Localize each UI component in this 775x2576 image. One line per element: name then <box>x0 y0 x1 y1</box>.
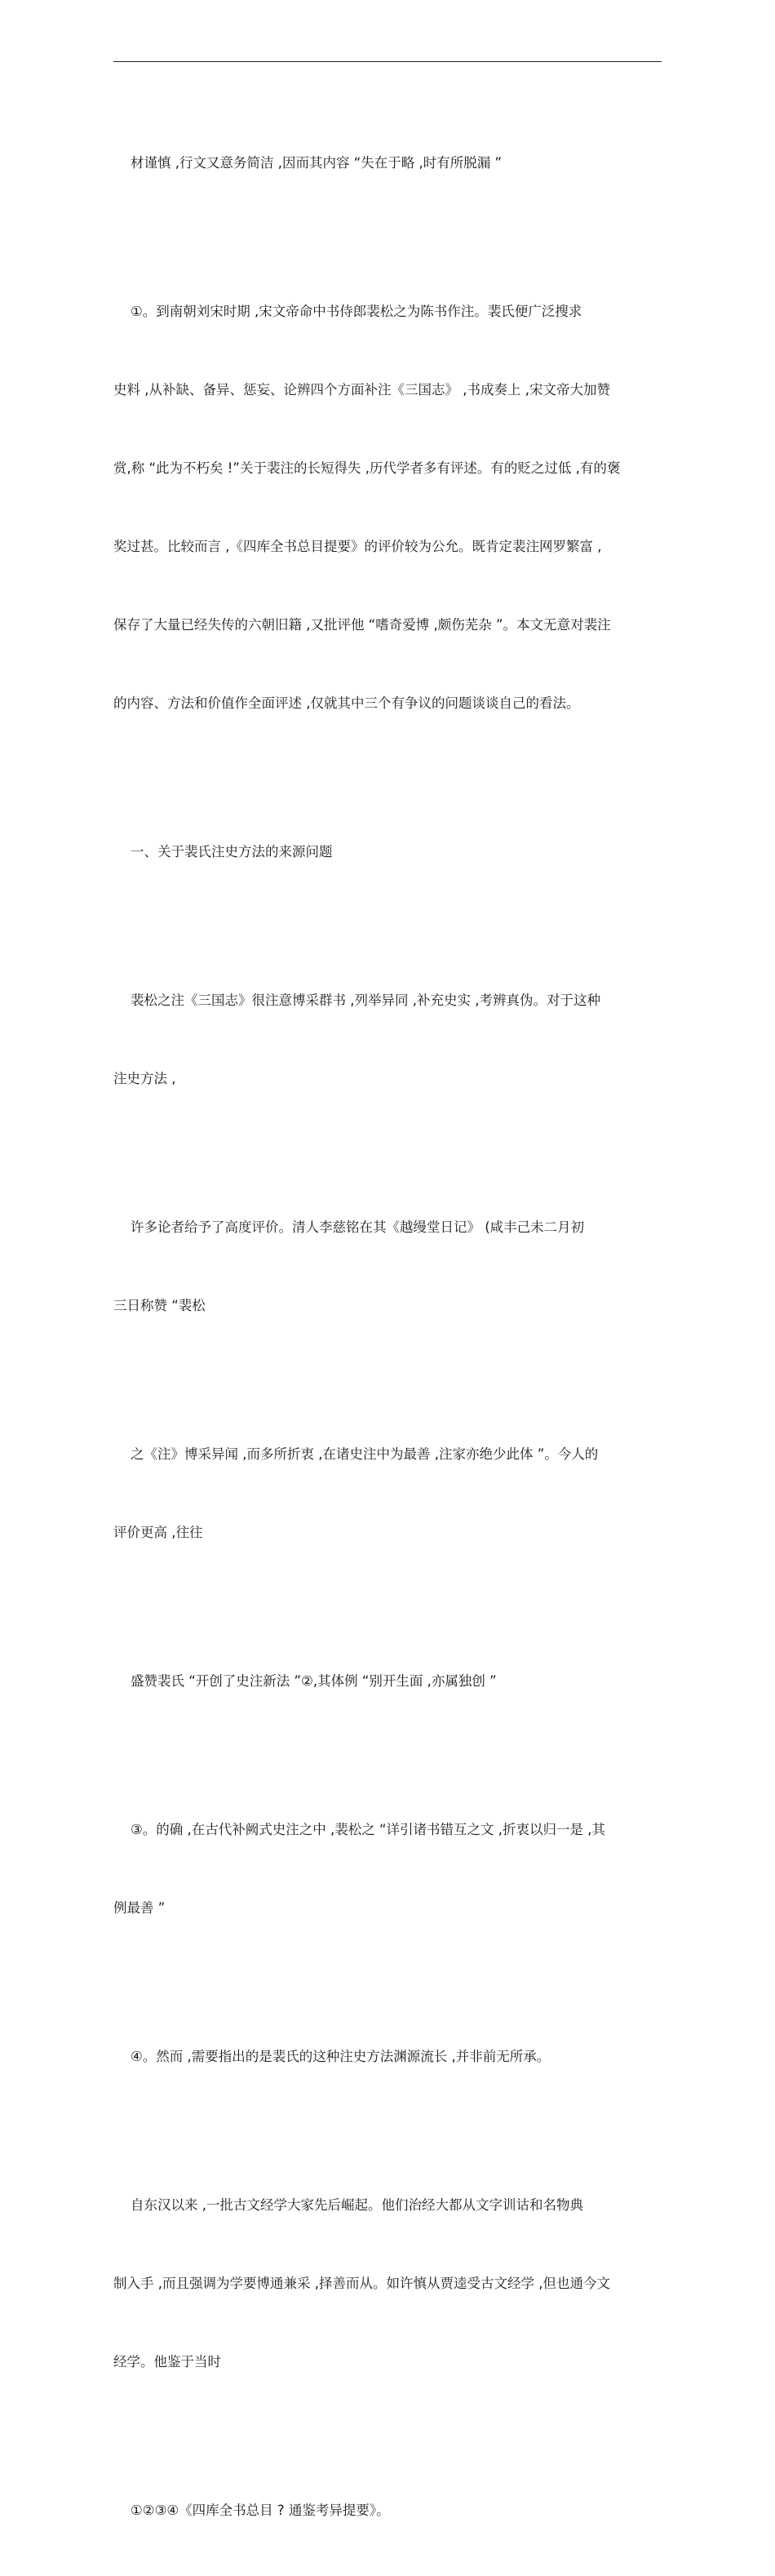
text-line: 的内容、方法和价值作全面评述 ,仅就其中三个有争议的问题谈谈自己的看法。 <box>113 695 580 711</box>
text-line: 史料 ,从补缺、备异、惩妄、论辨四个方面补注《三国志》 ,书成奏上 ,宋文帝大加赞 <box>113 382 610 398</box>
paragraph-6 <box>113 1389 662 1598</box>
text-line: 经学。他鉴于当时 <box>113 2354 221 2369</box>
text-line: ③。的确 ,在古代补阙式史注之中 ,裴松之 “详引诸书错互之文 ,折衷以归一是 ,其 <box>113 1822 606 1837</box>
text-line: 自东汉以来 ,一批古文经学大家先后崛起。他们治经大都从文字训诂和名物典 <box>113 2197 583 2213</box>
text-line: 裴松之注《三国志》很注意博采群书 ,列举异同 ,补充史实 ,考辨真伪。对于这种 <box>113 993 600 1008</box>
paragraph-7 <box>113 1616 662 1747</box>
footnote <box>113 2445 662 2576</box>
paragraph-5 <box>113 1162 662 1371</box>
text-line: 三日称赞 “裴松 <box>113 1298 206 1313</box>
text-line: 材谨慎 ,行文又意务简洁 ,因而其内容 “失在于略 ,时有所脱漏 ” <box>113 155 503 171</box>
text-line: 例最善 ” <box>113 1900 166 1916</box>
text-line: 一、关于裴氏注史方法的来源问题 <box>113 844 333 859</box>
text-line: 之《注》博采异闻 ,而多所折衷 ,在诸史注中为最善 ,注家亦绝少此体 ”。今人的 <box>113 1446 599 1462</box>
paragraph-8 <box>113 1765 662 1974</box>
paragraph-4 <box>113 935 662 1144</box>
text-line: 注史方法 , <box>113 1071 176 1086</box>
paragraph-10 <box>113 2140 662 2427</box>
text-line: 许多论者给予了高度评价。清人李慈铭在其《越缦堂日记》 (咸丰己未二月初 <box>113 1219 585 1235</box>
paragraph-9 <box>113 1992 662 2122</box>
paragraph-1 <box>113 98 662 229</box>
text-line: 保存了大量已经失传的六朝旧籍 ,又批评他 “嗜奇爱博 ,颇伤芜杂 ”。本文无意对裴注 <box>113 617 611 633</box>
text-line: 评价更高 ,往往 <box>113 1525 203 1540</box>
text-line: 盛赞裴氏 “开创了史注新法 ”②,其体例 “别开生面 ,亦属独创 ” <box>113 1673 497 1689</box>
text-line: ④。然而 ,需要指出的是裴氏的这种注史方法渊源流长 ,并非前无所承。 <box>113 2049 551 2064</box>
text-line: ①。到南朝刘宋时期 ,宋文帝命中书侍郎裴松之为陈书作注。裴氏便广泛搜求 <box>113 304 582 319</box>
section-heading <box>113 787 662 917</box>
document-body <box>113 98 662 2576</box>
text-line: 制入手 ,而且强调为学要博通兼采 ,择善而从。如许慎从贾逵受古文经学 ,但也通今文 <box>113 2276 610 2291</box>
paragraph-2 <box>113 246 662 769</box>
text-line: ①②③④《四库全书总目 ? 通鉴考异提要》。 <box>113 2503 390 2518</box>
header-rule <box>113 61 662 62</box>
text-line: 赏,称 “此为不朽矣 !”关于裴注的长短得失 ,历代学者多有评述。有的贬之过低 ,有的褒 <box>113 460 621 476</box>
text-line: 奖过甚。比较而言 ,《四库全书总目提要》的评价较为公允。既肯定裴注网罗繁富 , <box>113 539 602 554</box>
